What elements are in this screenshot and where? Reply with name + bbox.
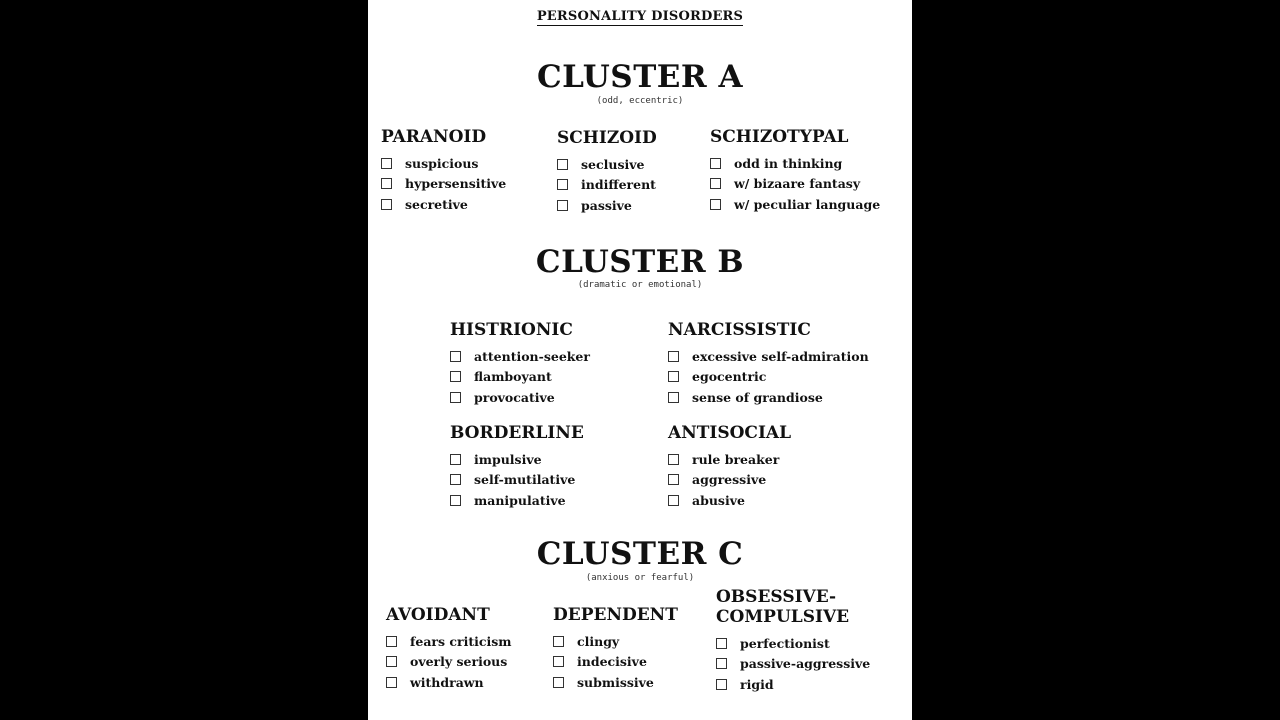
group-title: PARANOID <box>381 127 487 147</box>
checkbox[interactable] <box>710 158 721 169</box>
checklist-item[interactable]: fears criticism <box>386 631 512 652</box>
group-obsessive-compulsive <box>716 587 876 695</box>
checkbox[interactable] <box>668 474 679 485</box>
group-title: ANTISOCIAL <box>668 423 792 443</box>
checkbox[interactable] <box>553 677 564 688</box>
checklist-item[interactable]: perfectionist <box>716 633 876 654</box>
checkbox[interactable] <box>450 474 461 485</box>
checklist-item[interactable]: secretive <box>381 194 506 215</box>
checkbox[interactable] <box>668 351 679 362</box>
checklist-item[interactable]: sense of grandiose <box>668 387 869 408</box>
group-antisocial <box>668 423 791 511</box>
group-histrionic <box>450 320 590 408</box>
checkbox[interactable] <box>553 636 564 647</box>
checklist-item[interactable]: indifferent <box>557 175 657 196</box>
checkbox[interactable] <box>668 495 679 506</box>
checklist-item[interactable]: aggressive <box>668 470 791 491</box>
cluster-a-subtitle: (odd, eccentric) <box>596 96 684 106</box>
group-borderline <box>450 423 584 511</box>
cluster-c-subtitle: (anxious or fearful) <box>585 573 695 583</box>
checklist-item[interactable]: seclusive <box>557 154 657 175</box>
checkbox[interactable] <box>386 636 397 647</box>
checklist-item[interactable]: manipulative <box>450 490 584 511</box>
group-dependent <box>553 605 678 693</box>
document-title: PERSONALITY DISORDERS <box>536 9 744 24</box>
checklist-item[interactable]: self-mutilative <box>450 470 584 491</box>
checklist-item[interactable]: hypersensitive <box>381 174 506 195</box>
checklist-item[interactable]: clingy <box>553 631 678 652</box>
checkbox[interactable] <box>716 658 727 669</box>
checkbox[interactable] <box>668 392 679 403</box>
cluster-b-subtitle: (dramatic or emotional) <box>577 280 703 290</box>
checklist-item[interactable]: passive-aggressive <box>716 654 876 675</box>
group-narcissistic <box>668 320 869 408</box>
checklist-item[interactable]: w/ peculiar language <box>710 194 880 215</box>
checkbox[interactable] <box>710 199 721 210</box>
checklist-item[interactable]: odd in thinking <box>710 153 880 174</box>
checkbox[interactable] <box>557 179 568 190</box>
checkbox[interactable] <box>716 638 727 649</box>
cluster-b-title: CLUSTER B <box>535 244 745 280</box>
checkbox[interactable] <box>553 656 564 667</box>
checkbox[interactable] <box>450 351 461 362</box>
checkbox[interactable] <box>381 199 392 210</box>
checklist-item[interactable]: indecisive <box>553 652 678 673</box>
group-title: NARCISSISTIC <box>668 320 811 340</box>
checklist-item[interactable]: rule breaker <box>668 449 791 470</box>
checkbox[interactable] <box>386 656 397 667</box>
checklist-item[interactable]: submissive <box>553 672 678 693</box>
checkbox[interactable] <box>668 371 679 382</box>
checklist-item[interactable]: attention-seeker <box>450 346 590 367</box>
checkbox[interactable] <box>557 159 568 170</box>
checklist-item[interactable]: impulsive <box>450 449 584 470</box>
checkbox[interactable] <box>450 392 461 403</box>
checkbox[interactable] <box>450 495 461 506</box>
group-title: BORDERLINE <box>450 423 584 443</box>
group-paranoid <box>381 127 506 215</box>
checklist-item[interactable]: abusive <box>668 490 791 511</box>
group-avoidant <box>386 605 512 693</box>
checkbox[interactable] <box>716 679 727 690</box>
checkbox[interactable] <box>557 200 568 211</box>
checkbox[interactable] <box>381 158 392 169</box>
checklist-item[interactable]: excessive self-admiration <box>668 346 869 367</box>
group-title: DEPENDENT <box>553 605 678 625</box>
checklist-item[interactable]: w/ bizaare fantasy <box>710 174 880 195</box>
checklist-item[interactable]: suspicious <box>381 153 506 174</box>
checkbox[interactable] <box>450 371 461 382</box>
group-title: SCHIZOID <box>557 128 657 148</box>
group-schizotypal <box>710 127 880 215</box>
group-title: SCHIZOTYPAL <box>710 127 849 147</box>
checklist-item[interactable]: provocative <box>450 387 590 408</box>
cluster-a-title: CLUSTER A <box>537 59 743 95</box>
document-page <box>368 0 912 720</box>
checklist-item[interactable]: withdrawn <box>386 672 512 693</box>
group-title: HISTRIONIC <box>450 320 573 340</box>
checklist-item[interactable]: overly serious <box>386 652 512 673</box>
group-schizoid <box>557 128 657 216</box>
checklist-item[interactable]: rigid <box>716 674 876 695</box>
checklist-item[interactable]: flamboyant <box>450 367 590 388</box>
checklist-item[interactable]: egocentric <box>668 367 869 388</box>
cluster-c-title: CLUSTER C <box>536 536 744 572</box>
checkbox[interactable] <box>710 178 721 189</box>
checkbox[interactable] <box>381 178 392 189</box>
group-title: AVOIDANT <box>386 605 490 625</box>
checkbox[interactable] <box>386 677 397 688</box>
checkbox[interactable] <box>668 454 679 465</box>
checklist-item[interactable]: passive <box>557 195 657 216</box>
checkbox[interactable] <box>450 454 461 465</box>
group-title: OBSESSIVE- COMPULSIVE <box>716 587 850 627</box>
